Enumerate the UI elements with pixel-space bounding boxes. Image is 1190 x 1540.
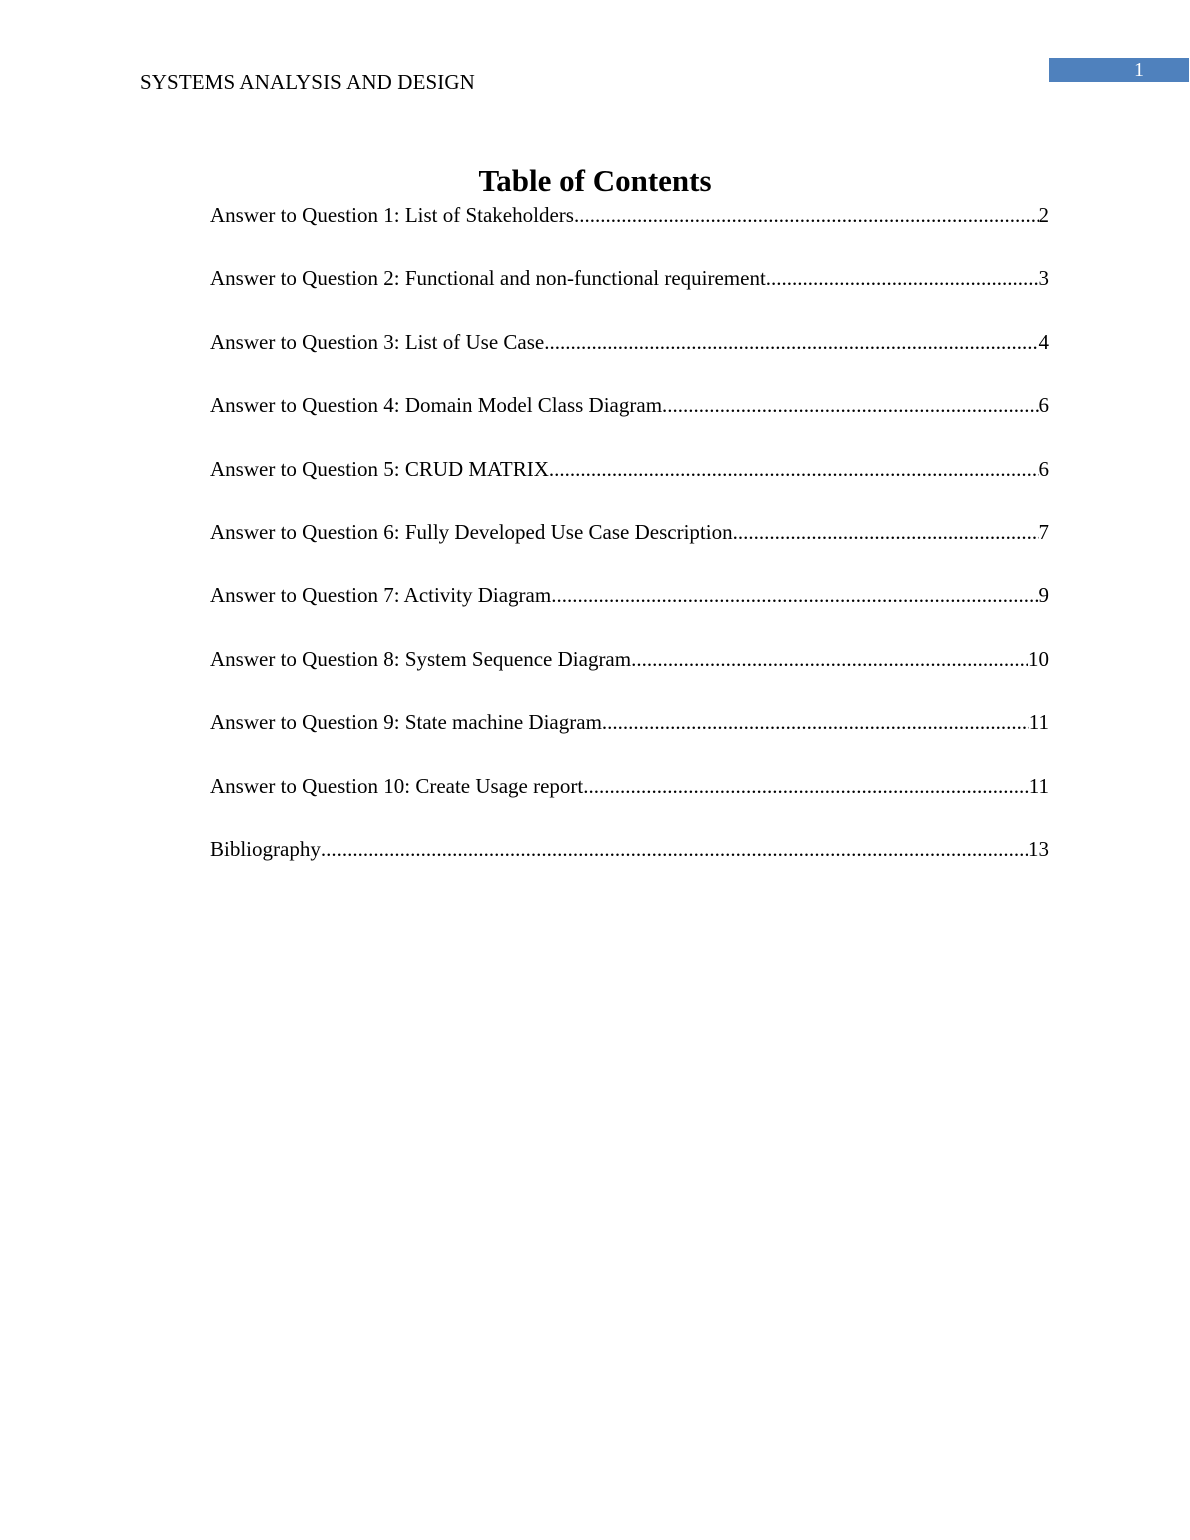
- toc-entry-page: 6: [1038, 456, 1049, 481]
- toc-dot-leader: [544, 327, 1038, 357]
- toc-entry-text: Answer to Question 6: Fully Developed Use Case Description: [210, 519, 733, 544]
- toc-entry-text: Bibliography: [210, 836, 321, 861]
- toc-entry-q5[interactable]: [210, 454, 1049, 517]
- toc-dot-leader: [574, 200, 1039, 230]
- toc-entry-q10[interactable]: [210, 771, 1049, 834]
- toc-entry-page: 11: [1028, 710, 1049, 735]
- toc-entry-q7[interactable]: [210, 580, 1049, 643]
- toc-list: [210, 200, 1049, 897]
- toc-entry-page: 4: [1038, 329, 1049, 354]
- toc-entry-text: Answer to Question 8: System Sequence Diagram: [210, 646, 632, 671]
- toc-entry-page: 11: [1028, 773, 1049, 798]
- toc-dot-leader: [602, 707, 1029, 737]
- toc-entry-page: 7: [1038, 519, 1049, 544]
- toc-entry-page: 10: [1028, 646, 1049, 671]
- toc-dot-leader: [733, 517, 1039, 547]
- toc-entry-q8[interactable]: [210, 644, 1049, 707]
- toc-dot-leader: [631, 644, 1028, 674]
- toc-entry-page: 3: [1038, 266, 1049, 291]
- toc-entry-page: 6: [1038, 393, 1049, 418]
- toc-entry-q6[interactable]: [210, 517, 1049, 580]
- toc-entry-q2[interactable]: [210, 263, 1049, 326]
- toc-entry-text: Answer to Question 4: Domain Model Class Diagram: [210, 393, 663, 418]
- toc-entry-bibliography[interactable]: [210, 834, 1049, 897]
- toc-entry-page: 2: [1038, 203, 1049, 227]
- toc-entry-text: Answer to Question 2: Functional and non-functional requirement: [210, 266, 766, 291]
- toc-dot-leader: [583, 771, 1029, 801]
- toc-dot-leader: [321, 834, 1028, 864]
- toc-entry-q3[interactable]: [210, 327, 1049, 390]
- page-number-badge: 1: [1049, 58, 1189, 82]
- toc-entry-text: Answer to Question 3: List of Use Case: [210, 329, 545, 354]
- toc-dot-leader: [551, 580, 1038, 610]
- toc-entry-q4[interactable]: [210, 390, 1049, 453]
- toc-dot-leader: [766, 263, 1039, 293]
- toc-entry-text: Answer to Question 10: Create Usage report: [210, 773, 584, 798]
- toc-dot-leader: [662, 390, 1038, 420]
- toc-entry-page: 9: [1038, 583, 1049, 608]
- toc-entry-text: Answer to Question 1: List of Stakeholders: [210, 203, 574, 227]
- toc-entry-q9[interactable]: [210, 707, 1049, 770]
- toc-entry-q1[interactable]: [210, 200, 1049, 263]
- toc-entry-page: 13: [1028, 836, 1049, 861]
- running-head: SYSTEMS ANALYSIS AND DESIGN: [140, 70, 475, 94]
- toc-entry-text: Answer to Question 5: CRUD MATRIX: [210, 456, 549, 481]
- toc-dot-leader: [549, 454, 1039, 484]
- toc-entry-text: Answer to Question 9: State machine Diagram: [210, 710, 602, 735]
- toc-entry-text: Answer to Question 7: Activity Diagram: [210, 583, 552, 608]
- toc-title: Table of Contents: [478, 163, 712, 198]
